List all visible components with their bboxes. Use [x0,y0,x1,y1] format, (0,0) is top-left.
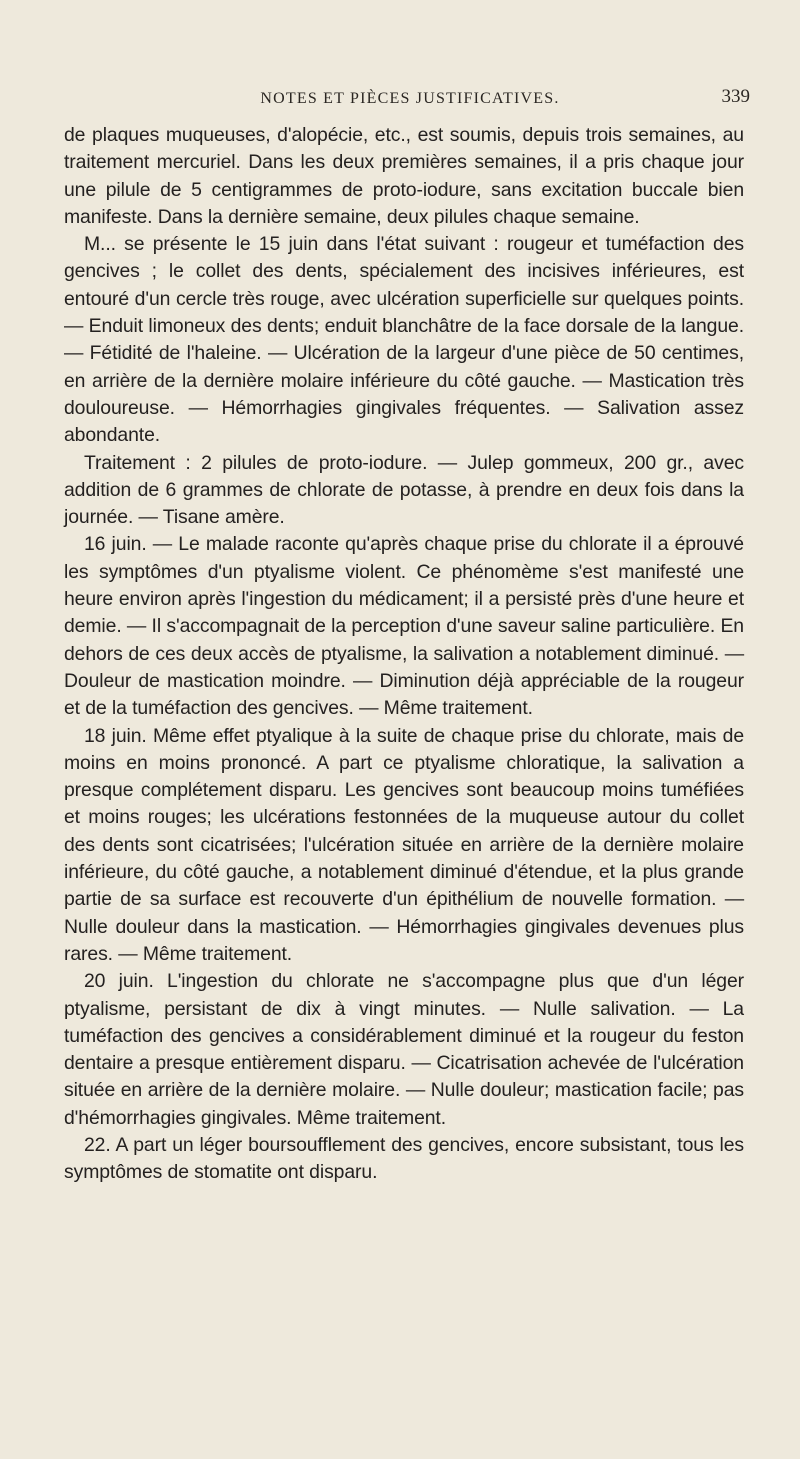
paragraph: 18 juin. Même effet ptyalique à la suite de chaque prise du chlorate, mais de moins en moins prononcé. A part ce ptyalisme chloratique, la salivation a presque complétement disparu. Les gencives sont beaucoup moins tuméfiées et moins rouges; les ulcérations festonnées de la muqueuse autour du collet des dents sont cicatrisées; l'ulcération située en arrière de la dernière molaire inférieure, du côté gauche, a notablement diminué d'étendue, et la plus grande partie de sa surface est recouverte d'un épithélium de nouvelle formation. — Nulle douleur dans la mastication. — Hémorrhagies gingivales devenues plus rares. — Même traitement. [64,724,744,965]
paragraph: 22. A part un léger boursoufflement des gencives, encore subsistant, tous les symptômes de stomatite ont disparu. [64,1133,744,1184]
paragraph: 20 juin. L'ingestion du chlorate ne s'accompagne plus que d'un léger ptyalisme, persistant de dix à vingt minutes. — Nulle salivation. — La tuméfaction des gencives a considérablement diminué et la rougeur du feston dentaire a presque entièrement disparu. — Cicatrisation achevée de l'ulcération située en arrière de la dernière molaire. — Nulle douleur; mastication facile; pas d'hémorrhagies gingivales. Même traitement. [64,970,744,1129]
page-number: 339 [721,86,750,107]
page-header [60,86,750,116]
running-title: NOTES ET PIÈCES JUSTIFICATIVES. [260,90,560,107]
paragraph: M... se présente le 15 juin dans l'état suivant : rougeur et tuméfaction des gencives ; le collet des dents, spécialement des incisives inférieures, est entouré d'un cercle très rouge, avec ulcération superficielle sur quelques points. — Enduit limoneux des dents; enduit blanchâtre de la face dorsale de la langue. — Fétidité de l'haleine. — Ulcération de la largeur d'une pièce de 50 centimes, en arrière de la dernière molaire inférieure du côté gauche. — Mastication très douloureuse. — Hémorrhagies gingivales fréquentes. — Salivation assez abondante. [64,233,744,447]
body-text [64,122,744,1187]
paragraph: 16 juin. — Le malade raconte qu'après chaque prise du chlorate il a éprouvé les symptômes d'un ptyalisme violent. Ce phénomème s'est manifesté une heure environ après l'ingestion du médicament; il a persisté près d'une heure et demie. — Il s'accompagnait de la perception d'une saveur saline particulière. En dehors de ces deux accès de ptyalisme, la salivation a notablement diminué. — Douleur de mastication moindre. — Diminution déjà appréciable de la rougeur et de la tuméfaction des gencives. — Même traitement. [64,533,744,720]
paragraph: de plaques muqueuses, d'alopécie, etc., est soumis, depuis trois semaines, au traitement mercuriel. Dans les deux premières semaines, il a pris chaque jour une pilule de 5 centigrammes de proto-iodure, sans excitation buccale bien manifeste. Dans la dernière semaine, deux pilules chaque semaine. [64,124,744,228]
paragraph: Traitement : 2 pilules de proto-iodure. — Julep gommeux, 200 gr., avec addition de 6 grammes de chlorate de potasse, à prendre en deux fois dans la journée. — Tisane amère. [64,451,744,529]
